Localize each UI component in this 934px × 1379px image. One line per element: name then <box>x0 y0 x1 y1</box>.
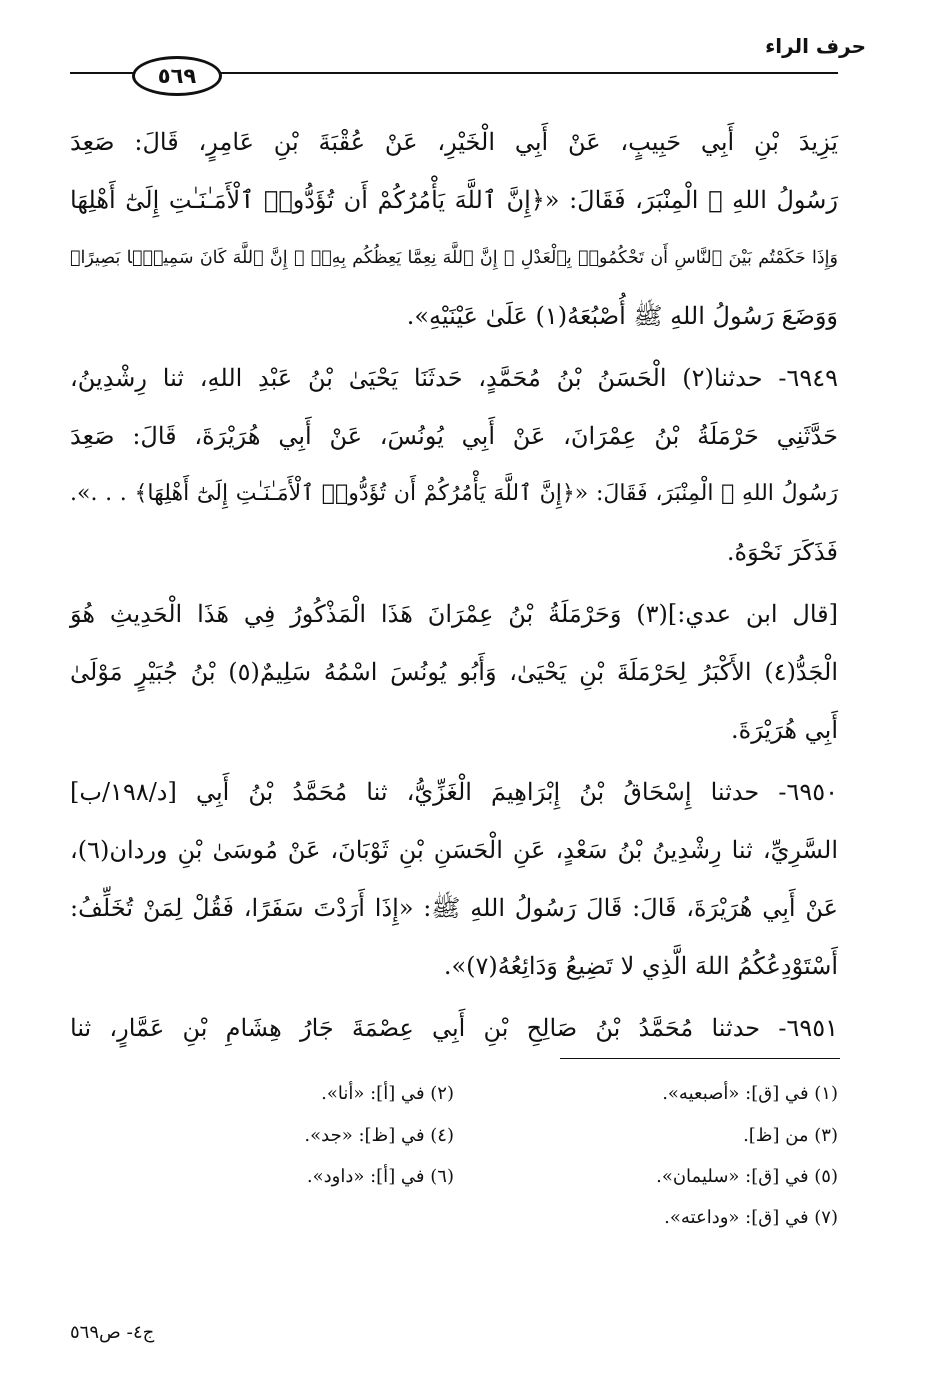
hadith-6951-line: ٦٩٥١- حدثنا مُحَمَّدُ بْنُ صَالِحِ بْنِ أَبِي عِصْمَةَ جَارُ هِشَامِ بْنِ عَمَّارٍ، ثنا <box>70 1014 838 1042</box>
text-line: وَإِذَا حَكَمْتُم بَيْنَ ٱلنَّاسِ أَن تَحْكُمُوا۟ بِٱلْعَدْلِ ۚ إِنَّ ٱللَّهَ نِعِمَّا يَعِظُكُم بِهِۦٓ ۗ إِنَّ ٱللَّهَ كَانَ سَمِيعًۢا بَصِيرًا﴾ <box>70 248 838 268</box>
text-line: السَّرِيِّ، ثنا رِشْدِينُ بْنُ سَعْدٍ، عَنِ الْحَسَنِ بْنِ ثَوْبَانَ، عَنْ مُوسَىٰ بْنِ وردان(٦)، <box>70 836 838 864</box>
text-line: أَسْتَوْدِعُكُمُ اللهَ الَّذِي لا تَضِيعُ وَدَائِعُهُ(٧)». <box>443 952 838 980</box>
footnote-1: (١) في [ق]: «أصبعيه». <box>662 1083 838 1104</box>
chapter-title: حرف الراء <box>765 34 866 58</box>
text-line: يَزِيدَ بْنِ أَبِي حَبِيبٍ، عَنْ أَبِي الْخَيْرِ، عَنْ عُقْبَةَ بْنِ عَامِرٍ، قَالَ: صَعِدَ <box>70 128 838 156</box>
hadith-6950-line: ٦٩٥٠- حدثنا إِسْحَاقُ بْنُ إِبْرَاهِيمَ الْغَزِّيُّ، ثنا مُحَمَّدُ بْنُ أَبِي [د/١٩٨/ب] <box>70 778 838 806</box>
text-line: رَسُولُ اللهِ ﷺ الْمِنْبَرَ، فَقَالَ: «﴿إِنَّ ٱللَّهَ يَأْمُرُكُمْ أَن تُؤَدُّوا۟ ٱلْأَمَـٰنَـٰتِ إِلَىٰٓ أَهْلِهَا <box>70 186 838 214</box>
page-number-badge: ٥٦٩ <box>132 56 222 96</box>
text-line: أَبِي هُرَيْرَةَ. <box>730 716 838 744</box>
hadith-6949-line: ٦٩٤٩- حدثنا(٢) الْحَسَنُ بْنُ مُحَمَّدٍ، حَدثَنَا يَحْيَىٰ بْنُ عَبْدِ اللهِ، ثنا رِشْدِينُ، <box>70 364 838 392</box>
text-line: وَوَضَعَ رَسُولُ اللهِ ﷺ أُصْبُعَهُ(١) عَلَىٰ عَيْنَيْهِ». <box>406 302 838 330</box>
text-line: فَذَكَرَ نَحْوَهُ. <box>726 538 838 566</box>
footnote-5: (٥) في [ق]: «سليمان». <box>656 1166 838 1187</box>
commentary-line: [قال ابن عدي:](٣) وَحَرْمَلَةُ بْنُ عِمْرَانَ هَذَا الْمَذْكُورُ فِي هَذَا الْحَدِيثِ هُوَ <box>70 600 838 628</box>
footnote-3: (٣) من [ظ]. <box>743 1125 838 1146</box>
footnote-2: (٢) في [أ]: «أنا». <box>321 1083 454 1104</box>
volume-page-reference: ج٤- ص٥٦٩ <box>70 1322 155 1343</box>
text-line: عَنْ أَبِي هُرَيْرَةَ، قَالَ: قَالَ رَسُولُ اللهِ ﷺ: «إِذَا أَرَدْتَ سَفَرًا، فَقُلْ لِمَنْ تُخَلِّفُ: <box>70 894 839 922</box>
footnote-6: (٦) في [أ]: «داود». <box>306 1166 454 1187</box>
footnote-7: (٧) في [ق]: «وداعته». <box>664 1207 838 1228</box>
text-line: حَدَّثَنِي حَرْمَلَةُ بْنُ عِمْرَانَ، عَنْ أَبِي يُونُسَ، عَنْ أَبِي هُرَيْرَةَ، قَالَ: صَعِدَ <box>70 422 838 450</box>
footnote-4: (٤) في [ظ]: «جد». <box>304 1125 454 1146</box>
text-line: رَسُولُ اللهِ ﷺ الْمِنْبَرَ، فَقَالَ: «﴿إِنَّ ٱللَّهَ يَأْمُرُكُمْ أَن تُؤَدُّوا۟ ٱلْأَمَـٰنَـٰتِ إِلَىٰٓ أَهْلِهَا﴾ . . .». <box>70 481 838 506</box>
footnote-rule <box>560 1058 840 1059</box>
text-line: الْجَدُّ(٤) الأَكْبَرُ لِحَرْمَلَةَ بْنِ يَحْيَىٰ، وَأَبُو يُونُسَ اسْمُهُ سَلِيمٌ(٥) بْنُ جُبَيْرٍ مَوْلَىٰ <box>70 658 838 686</box>
